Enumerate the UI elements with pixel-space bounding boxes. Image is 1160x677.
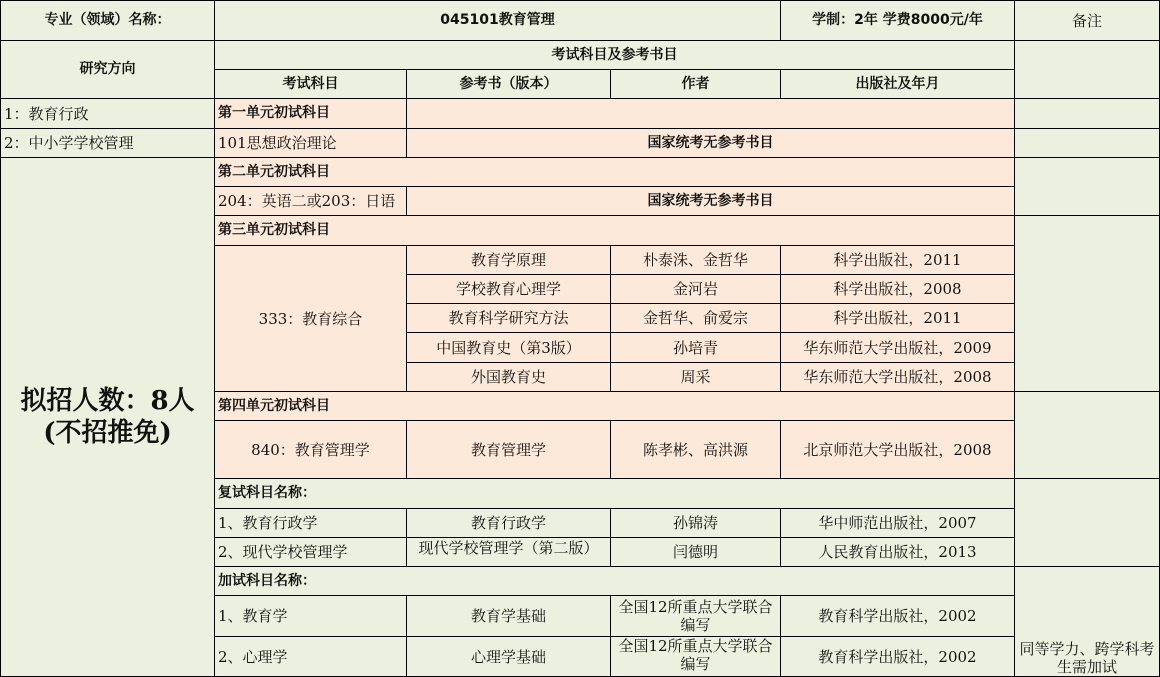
unit3-book-5: 外国教育史 bbox=[407, 363, 611, 392]
direction-2: 2：中小学学校管理 bbox=[0, 129, 215, 158]
unit1-empty bbox=[407, 99, 1015, 129]
unit4-title: 第四单元初试科目 bbox=[215, 392, 1015, 421]
additional-author-1: 全国12所重点大学联合编写 bbox=[611, 596, 781, 637]
retest-publisher-2: 人民教育出版社，2013 bbox=[781, 538, 1015, 567]
subject-header: 考试科目 bbox=[215, 70, 407, 99]
retest-author-2: 闫德明 bbox=[611, 538, 781, 567]
remark-cell bbox=[1015, 99, 1160, 129]
remark-cell bbox=[1015, 41, 1160, 99]
unit2-no-books: 国家统考无参考书目 bbox=[407, 187, 1015, 216]
additional-subject-2: 2、心理学 bbox=[215, 637, 407, 677]
remark-cell bbox=[1015, 158, 1160, 216]
publisher-header: 出版社及年月 bbox=[781, 70, 1015, 99]
unit3-book-1: 教育学原理 bbox=[407, 246, 611, 275]
unit3-publisher-2: 科学出版社，2008 bbox=[781, 275, 1015, 304]
additional-publisher-1: 教育科学出版社，2002 bbox=[781, 596, 1015, 637]
duration-fee: 学制：2年 学费8000元/年 bbox=[781, 0, 1015, 41]
remark-cell bbox=[1015, 392, 1160, 479]
unit4-book: 教育管理学 bbox=[407, 421, 611, 479]
additional-subject-1: 1、教育学 bbox=[215, 596, 407, 637]
unit4-author: 陈孝彬、高洪源 bbox=[611, 421, 781, 479]
additional-title: 加试科目名称： bbox=[215, 567, 1015, 596]
additional-author-2: 全国12所重点大学联合编写 bbox=[611, 637, 781, 677]
author-header: 作者 bbox=[611, 70, 781, 99]
additional-remark: 同等学力、跨学科考生需加试 bbox=[1015, 567, 1160, 677]
unit3-author-3: 金哲华、俞爱宗 bbox=[611, 304, 781, 333]
unit3-author-5: 周采 bbox=[611, 363, 781, 392]
retest-book-1: 教育行政学 bbox=[407, 509, 611, 538]
enrollment-count: 拟招人数：8人 bbox=[20, 385, 195, 416]
unit3-book-3: 教育科学研究方法 bbox=[407, 304, 611, 333]
unit1-title: 第一单元初试科目 bbox=[215, 99, 407, 129]
unit2-title: 第二单元初试科目 bbox=[215, 158, 1015, 187]
unit1-subject: 101思想政治理论 bbox=[215, 129, 407, 158]
unit3-publisher-5: 华东师范大学出版社，2008 bbox=[781, 363, 1015, 392]
field-label: 专业（领域）名称： bbox=[0, 0, 215, 41]
enrollment-note: (不招推免) bbox=[43, 418, 172, 448]
additional-book-2: 心理学基础 bbox=[407, 637, 611, 677]
book-header: 参考书（版本） bbox=[407, 70, 611, 99]
unit1-no-books: 国家统考无参考书目 bbox=[407, 129, 1015, 158]
remark-cell bbox=[1015, 216, 1160, 392]
unit3-publisher-1: 科学出版社，2011 bbox=[781, 246, 1015, 275]
additional-publisher-2: 教育科学出版社，2002 bbox=[781, 637, 1015, 677]
exam-books-header: 考试科目及参考书目 bbox=[215, 41, 1015, 70]
enrollment-quota bbox=[0, 158, 215, 677]
retest-subject-1: 1、教育行政学 bbox=[215, 509, 407, 538]
field-value: 045101教育管理 bbox=[215, 0, 781, 41]
unit3-subject: 333：教育综合 bbox=[215, 246, 407, 392]
retest-publisher-1: 华中师范出版社，2007 bbox=[781, 509, 1015, 538]
direction-1: 1：教育行政 bbox=[0, 99, 215, 129]
additional-book-1: 教育学基础 bbox=[407, 596, 611, 637]
unit3-book-4: 中国教育史（第3版） bbox=[407, 333, 611, 363]
unit3-title: 第三单元初试科目 bbox=[215, 216, 1015, 246]
unit2-subject: 204：英语二或203：日语 bbox=[215, 187, 407, 216]
unit3-author-1: 朴泰洙、金哲华 bbox=[611, 246, 781, 275]
unit4-subject: 840：教育管理学 bbox=[215, 421, 407, 479]
remark-cell bbox=[1015, 129, 1160, 158]
direction-header: 研究方向 bbox=[0, 41, 215, 99]
unit3-publisher-4: 华东师范大学出版社，2009 bbox=[781, 333, 1015, 363]
remark-cell bbox=[1015, 479, 1160, 567]
retest-book-2: 现代学校管理学（第二版） bbox=[407, 538, 611, 567]
unit3-publisher-3: 科学出版社，2011 bbox=[781, 304, 1015, 333]
unit3-author-4: 孙培青 bbox=[611, 333, 781, 363]
unit3-author-2: 金河岩 bbox=[611, 275, 781, 304]
retest-subject-2: 2、现代学校管理学 bbox=[215, 538, 407, 567]
unit4-publisher: 北京师范大学出版社，2008 bbox=[781, 421, 1015, 479]
unit3-book-2: 学校教育心理学 bbox=[407, 275, 611, 304]
retest-author-1: 孙锦涛 bbox=[611, 509, 781, 538]
retest-title: 复试科目名称： bbox=[215, 479, 1015, 509]
remark-header: 备注 bbox=[1015, 0, 1160, 41]
